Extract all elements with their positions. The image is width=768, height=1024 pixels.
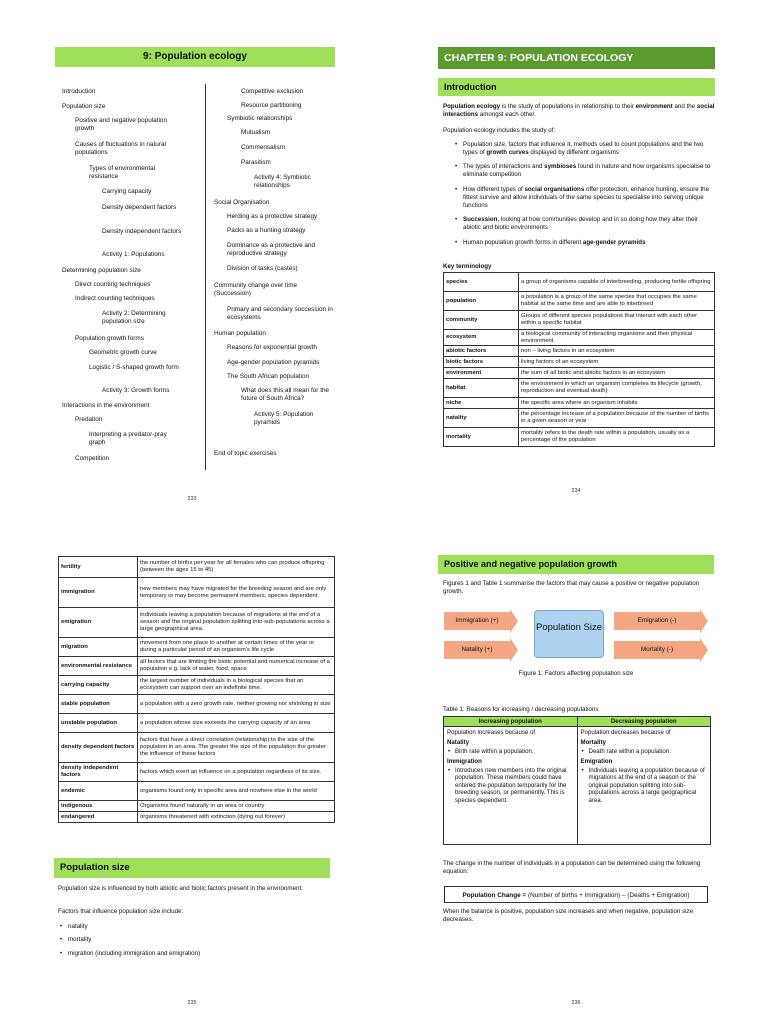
population-size-box bbox=[534, 610, 604, 658]
toc-divider bbox=[205, 84, 206, 470]
term-cell: endemic bbox=[59, 782, 138, 801]
change-paragraph: The change in the number of individuals in a population can be determined using the following equation: bbox=[443, 860, 701, 875]
table-row bbox=[444, 398, 715, 409]
toc-entry: Predation bbox=[75, 416, 103, 423]
definition-cell: a population is a group of the same species that occupies the same habitat at the same time and are able to interbreed bbox=[519, 292, 715, 311]
term-cell: environment bbox=[444, 368, 519, 379]
page-number: 234 bbox=[571, 488, 581, 494]
mortality-label: Mortality (-) bbox=[640, 646, 674, 653]
toc-entry: Competitive exclusion bbox=[241, 88, 304, 95]
toc-entry: Activity 2: Determining population size bbox=[102, 310, 166, 325]
table-row bbox=[444, 346, 715, 357]
equation-label: Population Change = bbox=[462, 892, 527, 899]
definition-cell: the environment in which an organism completes its lifecycle (growth, reproduction and eventual death) bbox=[519, 379, 715, 398]
toc-entry: Competition bbox=[75, 455, 110, 462]
definition-cell: factors which exert an influence on a population regardless of its size. bbox=[138, 763, 335, 782]
table-row bbox=[59, 782, 335, 801]
toc-entry: The South African population bbox=[227, 373, 310, 380]
population-size-label: Population Size bbox=[535, 622, 603, 633]
toc-entry: What does this all mean for the future of South Africa? bbox=[241, 387, 330, 402]
toc-entry: Population size bbox=[62, 103, 106, 110]
toc-entry: End of topic exercises bbox=[214, 450, 277, 457]
term-cell: environmental resistance bbox=[59, 657, 138, 676]
section-heading-population-size: Population size bbox=[54, 858, 330, 878]
term-cell: community bbox=[444, 311, 519, 330]
term-cell: density dependent factors bbox=[59, 733, 138, 763]
term-cell: indigenous bbox=[59, 801, 138, 812]
table-row bbox=[444, 330, 715, 346]
header-decreasing: Decreasing population bbox=[577, 717, 711, 727]
table-row bbox=[59, 695, 335, 714]
decrease-lead: Population decreases because of bbox=[580, 729, 671, 737]
toc-entry: Interpreting a predator-pray graph bbox=[89, 431, 167, 446]
table-row bbox=[444, 409, 715, 428]
term-cell: unstable population bbox=[59, 714, 138, 733]
term-cell: density independent factors bbox=[59, 763, 138, 782]
term-cell: migration bbox=[59, 638, 138, 657]
intro-bullet: • How different types of social organisations offer protection, enhance hunting, ensure the fittest survive and allow individuals of the same species to specialise into serving unique functions bbox=[463, 186, 713, 209]
definition-cell: new members may have migrated for the breeding season and are only temporary or may become permanent members, species dependent bbox=[138, 578, 335, 608]
toc-entry: Density dependent factors bbox=[102, 204, 177, 211]
table-row bbox=[59, 763, 335, 782]
definition-cell: individuals leaving a population because of migrations at the end of a season and the original population splitting into sub-populations across a large geographical area. bbox=[138, 608, 335, 638]
increase-lead: Population increases because of bbox=[447, 729, 536, 737]
toc-entry: Dominance as a protective and reproductive strategy bbox=[227, 242, 316, 257]
table-row bbox=[59, 578, 335, 608]
mortality-text: Death rate within a population. bbox=[588, 748, 671, 756]
definition-cell: the largest number of individuals in a biological species that an ecosystem can support over an indefinite time. bbox=[138, 676, 335, 695]
natality-text: Birth rate within a population. bbox=[455, 748, 534, 756]
includes-line: Population ecology includes the study of: bbox=[443, 127, 556, 134]
table-row bbox=[59, 608, 335, 638]
key-terminology-label: Key terminology bbox=[443, 263, 492, 270]
toc-entry: Carrying capacity bbox=[102, 188, 152, 195]
factors-intro: Factors that influence population size include: bbox=[58, 908, 184, 915]
emigration-bullet: • Individuals leaving a population because of migrations at the end of a season or the original population splitting into sub-populations across a large geographical area. bbox=[581, 767, 705, 804]
term-cell: stable population bbox=[59, 695, 138, 714]
table-row bbox=[59, 657, 335, 676]
toc-entry: Determining population size bbox=[62, 267, 141, 274]
toc-entry: Causes of fluctuations in natural populations bbox=[75, 141, 166, 156]
term-cell: population bbox=[444, 292, 519, 311]
balance-paragraph: When the balance is positive, population size increases and when negative, population size decreases. bbox=[443, 908, 694, 923]
toc-entry: Reasons for exponential growth bbox=[227, 344, 317, 351]
emigration-label: Emigration (-) bbox=[637, 617, 677, 624]
table-row bbox=[444, 311, 715, 330]
chapter-banner: CHAPTER 9: POPULATION ECOLOGY bbox=[438, 47, 715, 69]
toc-entry: Geometric growth curve bbox=[89, 349, 157, 356]
mortality-heading: Mortality bbox=[580, 738, 606, 746]
term-cell: natality bbox=[444, 409, 519, 428]
table-row bbox=[59, 801, 335, 812]
toc-entry: Positive and negative population growth bbox=[75, 117, 168, 132]
emigration-heading: Emigration bbox=[580, 757, 613, 765]
section-heading-introduction: Introduction bbox=[438, 78, 715, 96]
table-row bbox=[59, 714, 335, 733]
definition-cell: all factors that are limiting the biotic potential and numerical increase of a population e.g. lack of water, food, space bbox=[138, 657, 335, 676]
population-change-equation bbox=[444, 886, 708, 903]
definition-cell: factors that have a direct correlation (relationship) to the size of the population in an area. The greater the size of the population the greater the influence of these factors bbox=[138, 733, 335, 763]
term-cell: biotic factors bbox=[444, 357, 519, 368]
toc-entry: Herding as a protective strategy bbox=[227, 213, 318, 220]
term-cell: fertility bbox=[59, 557, 138, 578]
toc-entry: Social Organisation bbox=[214, 199, 270, 206]
table-row bbox=[59, 812, 335, 823]
equation-body: (Number of births + Immigration) – (Deaths + Emigration) bbox=[527, 892, 690, 899]
definition-cell: a population whose size exceeds the carrying capacity of an area bbox=[138, 714, 335, 733]
table-row bbox=[444, 292, 715, 311]
decreasing-cell bbox=[577, 727, 711, 845]
toc-entry: Primary and secondary succession in ecosystems bbox=[227, 306, 333, 321]
definition-cell: organisms found only in specific area and nowhere else in the world bbox=[138, 782, 335, 801]
definition-cell: Groups of different species populations that interact with each other within a specific habitat bbox=[519, 311, 715, 330]
table-row bbox=[444, 273, 715, 292]
definition-cell: the number of births per year for all females who can produce offspring (between the ages 15 to 45) bbox=[138, 557, 335, 578]
toc-entry: Activity 1: Populations bbox=[102, 251, 165, 258]
definition-cell: a biological community of interacting organisms and their physical environment bbox=[519, 330, 715, 346]
toc-entry: Density independent factors bbox=[102, 228, 182, 235]
definition-cell: living factors of an ecosystem bbox=[519, 357, 715, 368]
term-cell: species bbox=[444, 273, 519, 292]
definition-cell: mortality refers to the death rate within a population, usually as a percentage of the population bbox=[519, 428, 715, 447]
intro-paragraph: Population ecology is the study of populations in relationship to their environment and the social interactions amongst each other. bbox=[443, 103, 715, 118]
toc-entry: Activity 4: Symbiotic relationships bbox=[254, 174, 311, 189]
table-row bbox=[444, 357, 715, 368]
toc-entry: Types of environmental resistance bbox=[89, 165, 156, 180]
term-cell: endangered bbox=[59, 812, 138, 823]
definition-cell: the specific area where an organism inhabits bbox=[519, 398, 715, 409]
toc-entry: Commensalism bbox=[241, 144, 286, 151]
table-caption: Table 1: Reasons for increasing / decreasing populations bbox=[443, 706, 599, 713]
definition-cell: organisms threatened with extinction (dying out forever) bbox=[138, 812, 335, 823]
definition-cell: non – living factors in an ecosystem bbox=[519, 346, 715, 357]
factor-bullet: • natality bbox=[68, 923, 318, 931]
definition-cell: the sum of all biotic and abiotic factors in an ecosystem bbox=[519, 368, 715, 379]
table-row bbox=[444, 428, 715, 447]
table-row bbox=[59, 638, 335, 657]
immigration-label: Immigration (+) bbox=[455, 617, 499, 624]
intro-bullet: • The types of interactions and symbioses found in nature and how organisms specialise to eliminate competition bbox=[463, 163, 713, 179]
intro-bullet: • Succession, looking at how communities develop and in so doing how they alter their abiotic and biotic environments bbox=[463, 216, 713, 232]
intro-bullet: • Human population growth forms in different age-gender pyramids bbox=[463, 239, 713, 247]
term-cell: mortality bbox=[444, 428, 519, 447]
table-row bbox=[59, 676, 335, 695]
definition-cell: Organisms found naturally in an area or country bbox=[138, 801, 335, 812]
toc-entry: Activity 3: Growth forms bbox=[102, 387, 170, 394]
toc-entry: Parasitism bbox=[241, 159, 271, 166]
immigration-text: Introduces new members into the original population. These members could have entered the population temporarily for the breeding season, or permanently. This is species dependent. bbox=[455, 767, 567, 804]
population-size-paragraph: Population size is influenced by both abiotic and biotic factors present in the environment. bbox=[58, 885, 303, 892]
term-cell: habitat bbox=[444, 379, 519, 398]
natality-heading: Natality bbox=[447, 738, 470, 746]
table-row bbox=[59, 733, 335, 763]
toc-entry: Interactions in the environment bbox=[62, 402, 150, 409]
toc-entry: Activity 5: Population pyramids bbox=[254, 411, 314, 426]
toc-entry: Population growth forms bbox=[75, 335, 144, 342]
factor-bullet: • migration (including immigration and emigration) bbox=[68, 950, 318, 958]
terminology-table-continued bbox=[58, 556, 335, 823]
term-cell: immigration bbox=[59, 578, 138, 608]
toc-entry: Community change over time (Succession) bbox=[214, 282, 298, 297]
term-cell: ecosystem bbox=[444, 330, 519, 346]
page-number: 233 bbox=[187, 496, 197, 502]
toc-entry: Resource partitioning bbox=[241, 102, 302, 109]
definition-cell: a group of organisms capable of interbreeding, producing fertile offspring bbox=[519, 273, 715, 292]
toc-entry: Indirect counting techniques bbox=[75, 295, 155, 302]
page-number: 235 bbox=[187, 1000, 197, 1006]
increase-decrease-table bbox=[443, 716, 711, 845]
immigration-heading: Immigration bbox=[447, 757, 482, 765]
toc-entry: Introduction bbox=[62, 88, 96, 95]
term-cell: carrying capacity bbox=[59, 676, 138, 695]
natality-label: Natality (+) bbox=[461, 646, 493, 653]
table-row bbox=[444, 368, 715, 379]
term-cell: emigration bbox=[59, 608, 138, 638]
toc-entry: Packs as a hunting strategy bbox=[227, 227, 306, 234]
header-increasing: Increasing population bbox=[444, 717, 578, 727]
term-cell: niche bbox=[444, 398, 519, 409]
toc-entry: Direct counting techniques bbox=[75, 281, 151, 288]
mortality-bullet: • Death rate within a population. bbox=[581, 748, 671, 756]
definition-cell: a population with a zero growth rate, neither growing nor shrinking in size bbox=[138, 695, 335, 714]
toc-title: 9: Population ecology bbox=[55, 47, 335, 67]
definition-cell: movement from one place to another at certain times of the year or during a particular period of an organism's life cycle bbox=[138, 638, 335, 657]
toc-entry: Symbiotic relationships bbox=[227, 115, 293, 122]
toc-entry: Mutualism bbox=[241, 129, 271, 136]
intro-bullet: • Population size, factors that influence it, methods used to count populations and the two types of growth curves displayed by different organisms bbox=[463, 141, 713, 157]
section-heading-growth: Positive and negative population growth bbox=[438, 555, 714, 574]
term-cell: abiotic factors bbox=[444, 346, 519, 357]
page-number: 236 bbox=[571, 1000, 581, 1006]
toc-entry: Age-gender population pyramids bbox=[227, 359, 320, 366]
emigration-text: Individuals leaving a population because of migrations at the end of a season or the original population splitting into sub-populations across a large geographical area. bbox=[588, 767, 705, 804]
increasing-cell bbox=[444, 727, 578, 845]
toc-entry: Human population bbox=[214, 330, 266, 337]
natality-bullet: • Birth rate within a population. bbox=[448, 748, 534, 756]
growth-intro: Figures 1 and Table 1 summarise the factors that may cause a positive or negative population growth. bbox=[443, 580, 700, 595]
key-terminology-table bbox=[443, 272, 715, 447]
definition-cell: the percentage increase of a population because of the number of births in a given season or year bbox=[519, 409, 715, 428]
immigration-bullet: • Introduces new members into the original population. These members could have entered the population temporarily for the breeding season, or permanently. This is species dependent. bbox=[448, 767, 567, 804]
figure-caption: Figure 1: Factors affecting population size bbox=[518, 670, 634, 677]
toc-entry: Logistic / S-shaped growth form bbox=[89, 364, 179, 371]
table-row bbox=[444, 379, 715, 398]
toc-entry: Division of tasks (castes) bbox=[227, 265, 298, 272]
table-row bbox=[59, 557, 335, 578]
factor-bullet: • mortality bbox=[68, 936, 318, 944]
